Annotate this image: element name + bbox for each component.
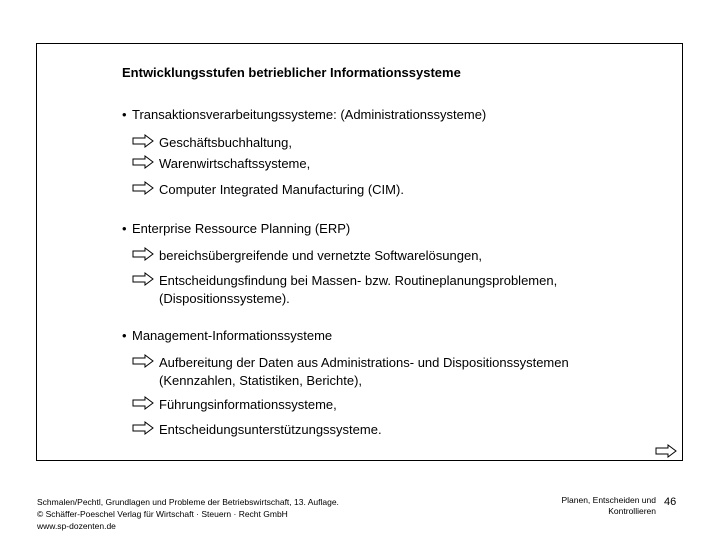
footer-citation: Schmalen/Pechtl, Grundlagen und Probleme der Betriebswirtschaft, 13. Auflage. <box>37 497 339 507</box>
section-heading-text: Management-Informationssysteme <box>132 328 333 343</box>
footer-chapter-line: Kontrollieren <box>608 506 656 516</box>
right-arrow-icon <box>132 396 154 410</box>
page-number: 46 <box>664 496 677 508</box>
right-arrow-icon <box>132 272 154 286</box>
right-arrow-icon <box>132 421 154 435</box>
list-item-text-continued: (Dispositionssysteme). <box>159 291 290 306</box>
section-heading-erp <box>122 221 350 236</box>
right-arrow-icon <box>132 247 154 261</box>
bullet-dot: • <box>122 221 127 236</box>
list-item-text: Aufbereitung der Daten aus Administrations- und Dispositionssystemen <box>159 355 569 370</box>
list-item-text: Führungsinformationssysteme, <box>159 397 337 412</box>
footer-chapter <box>520 495 656 517</box>
bullet-dot: • <box>122 107 127 122</box>
list-item-text: Computer Integrated Manufacturing (CIM). <box>159 182 404 197</box>
list-item-text: Warenwirtschaftssysteme, <box>159 156 311 171</box>
list-item-text-continued: (Kennzahlen, Statistiken, Berichte), <box>159 373 363 388</box>
bullet-dot: • <box>122 328 127 343</box>
right-arrow-icon <box>132 181 154 195</box>
section-heading-mis <box>122 328 332 343</box>
list-item-text: bereichsübergreifende und vernetzte Softwarelösungen, <box>159 248 483 263</box>
right-arrow-icon <box>132 134 154 148</box>
section-heading-text: Enterprise Ressource Planning (ERP) <box>132 221 351 236</box>
slide-title: Entwicklungsstufen betrieblicher Informationssysteme <box>122 65 461 80</box>
list-item-text: Geschäftsbuchhaltung, <box>159 135 292 150</box>
section-heading-transaktionssysteme <box>122 107 486 122</box>
next-slide-arrow-icon[interactable] <box>655 444 677 458</box>
right-arrow-icon <box>132 354 154 368</box>
footer-source <box>37 496 339 532</box>
footer-chapter-line: Planen, Entscheiden und <box>561 495 656 505</box>
list-item-text: Entscheidungsunterstützungssysteme. <box>159 422 382 437</box>
footer-website: www.sp-dozenten.de <box>37 521 116 531</box>
section-heading-text: Transaktionsverarbeitungssysteme: (Administrationssysteme) <box>132 107 487 122</box>
footer-copyright: © Schäffer-Poeschel Verlag für Wirtschaft · Steuern · Recht GmbH <box>37 509 288 519</box>
right-arrow-icon <box>132 155 154 169</box>
list-item-text: Entscheidungsfindung bei Massen- bzw. Routineplanungsproblemen, <box>159 273 558 288</box>
